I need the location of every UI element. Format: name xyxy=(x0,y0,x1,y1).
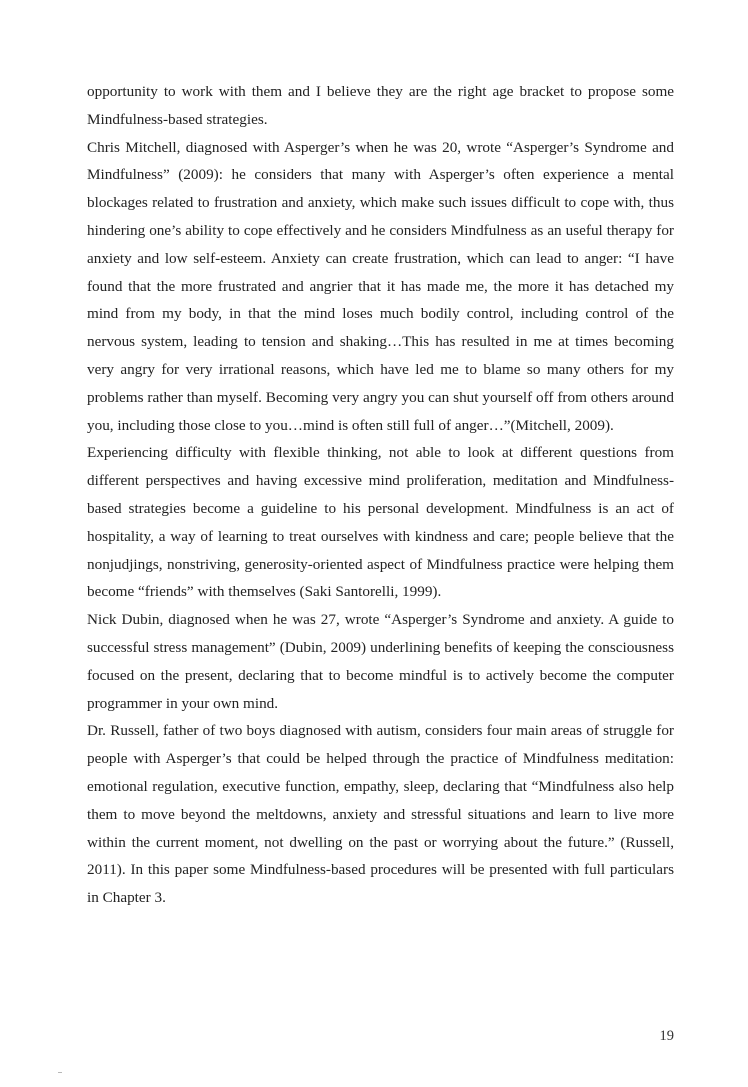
paragraph-3: Experiencing difficulty with flexible thinking, not able to look at different questions from different perspectives and having excessive mind proliferation, meditation and Mindfulness-based strategies become a guideline to his personal development. Mindfulness is an act of hospitality, a way of learning to treat ourselves with kindness and care; people believe that the nonjudjings, nonstriving, generosity-oriented aspect of Mindfulness practice were helping them become “friends” with themselves (Saki Santorelli, 1999). xyxy=(87,444,674,601)
page-number: 19 xyxy=(659,1028,674,1044)
scan-mark xyxy=(58,1072,62,1073)
paragraph-5: Dr. Russell, father of two boys diagnosed with autism, considers four main areas of struggle for people with Asperger’s that could be helped through the practice of Mindfulness meditation: emotional regulation, executive function, empathy, sleep, declaring that “Mindfulness also help them to move beyond the meltdowns, anxiety and stressful situations and learn to live more within the current moment, not dwelling on the past or worrying about the future.” (Russell, 2011). In this paper some Mindfulness-based procedures will be presented with full particulars in Chapter 3. xyxy=(87,722,674,907)
paragraph-4: Nick Dubin, diagnosed when he was 27, wrote “Asperger’s Syndrome and anxiety. A guide to successful stress management” (Dubin, 2009) underlining benefits of keeping the consciousness focused on the present, declaring that to become mindful is to actively become the computer programmer in your own mind. xyxy=(87,611,674,712)
paragraph-1: opportunity to work with them and I believe they are the right age bracket to propose some Mindfulness-based strategies. xyxy=(87,83,674,128)
body-text xyxy=(87,78,674,912)
paragraph-2: Chris Mitchell, diagnosed with Asperger’s when he was 20, wrote “Asperger’s Syndrome and Mindfulness” (2009): he considers that many with Asperger’s often experience a mental blockages related to frustration and anxiety, which make such issues difficult to cope with, thus hindering one’s ability to cope effectively and he considers Mindfulness as an useful therapy for anxiety and low self-esteem. Anxiety can create frustration, which can lead to anger: “I have found that the more frustrated and angrier that it has made me, the more it has detached my mind from my body, in that the mind loses much bodily control, including control of the nervous system, leading to tension and shaking…This has resulted in me at times becoming very angry for very irrational reasons, which have led me to blame so many others for my problems rather than myself. Becoming very angry you can shut yourself off from others around you, including those close to you…mind is often still full of anger…”(Mitchell, 2009). xyxy=(87,138,674,434)
